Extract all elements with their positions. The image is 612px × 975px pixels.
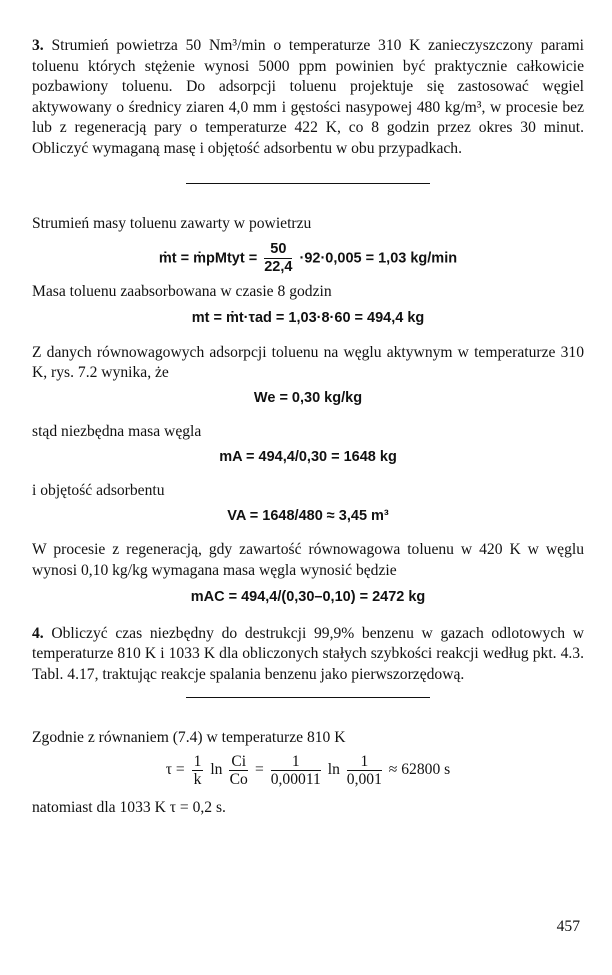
solution-3-intro-3: Z danych równowagowych adsorpcji toluenu na węglu aktywnym w temperaturze 310 K, rys. 7.2 wynika, że [32, 343, 584, 381]
problem-3-text: Strumień powietrza 50 Nm³/min o temperaturze 310 K zanieczyszczony parami toluenu których stężenie wynosi 5000 ppm powinien być praktycznie całkowicie pozbawiony toluenu. Do adsorpcji toluenu projektuje się zastosować węgiel aktywowany o średnicy ziaren 4,0 mm i gęstości nasypowej 480 kg/m³, w procesie bez lub z regeneracją pary o temperaturze 422 K, co 8 godzin przez okres 30 minut. Obliczyć wymaganą masę i objętość adsorbentu w obu przypadkach. [32, 37, 584, 157]
problem-3-number: 3. [32, 37, 44, 54]
page-number: 457 [556, 918, 580, 935]
problem-3 [32, 36, 584, 159]
eq-result: ≈ 62800 s [388, 760, 451, 778]
eq-frac-2-num: Ci [231, 752, 247, 770]
eq-frac-2 [229, 753, 248, 788]
solution-3-intro-5: i objętość adsorbentu [32, 482, 165, 499]
equation-carbon-mass: mA = 494,4/0,30 = 1648 kg [219, 448, 397, 465]
equation-adsorbent-volume: VA = 1648/480 ≈ 3,45 m³ [227, 507, 389, 524]
problem-4-text: Obliczyć czas niezbędny do destrukcji 99,9% benzenu w gazach odlotowych w temperaturze 810 K i 1033 K dla obliczonych stałych szybkości reakcji według pkt. 4.3. Tabl. 4.17, traktując reakcje spalania benzenu jako pierwszorzędową. [32, 624, 584, 683]
eq-frac-3-num: 1 [271, 753, 321, 771]
eq-frac-1-num: 1 [193, 752, 202, 770]
equation-equilibrium: We = 0,30 kg/kg [253, 389, 363, 406]
eq-frac-1 [192, 753, 204, 788]
eq1-fraction [264, 241, 292, 276]
eq-frac-4-den: 0,001 [346, 770, 382, 788]
eq1-lhs: ṁt = ṁpMtyt = [158, 249, 258, 266]
solution-4-intro: Zgodnie z równaniem (7.4) w temperaturze 810 K [32, 729, 346, 746]
equation-destruction-time [32, 753, 584, 788]
eq-frac-1-den: k [193, 770, 202, 788]
equation-toluene-mass: mt = ṁt·τad = 1,03·8·60 = 494,4 kg [191, 310, 425, 326]
solution-3-intro-4: stąd niezbędna masa węgla [32, 423, 202, 440]
problem-4-number: 4. [32, 624, 44, 642]
eq1-rhs: ·92·0,005 = 1,03 kg/min [299, 249, 458, 266]
solution-3-intro-2: Masa toluenu zaabsorbowana w czasie 8 godzin [32, 282, 332, 300]
solution-3-intro-6: W procesie z regeneracją, gdy zawartość równowagowa toluenu w 420 K w węglu wynosi 0,10 kg/kg wymagana masa węgla wynosić będzie [32, 541, 584, 579]
solution-3-intro-1: Strumień masy toluenu zawarty w powietrzu [32, 215, 312, 232]
eq-frac-3-den: 0,00011 [270, 770, 321, 788]
eq-frac-4-num: 1 [347, 753, 382, 771]
eq-ln-2: ln [327, 760, 340, 778]
separator-rule [186, 183, 430, 184]
eq-ln-1: ln [210, 760, 223, 778]
eq-tau: τ = [165, 760, 185, 778]
solution-4-final: natomiast dla 1033 K τ = 0,2 s. [32, 798, 226, 816]
equation-toluene-flow [32, 241, 584, 276]
problem-4 [32, 624, 584, 686]
separator-rule-2 [186, 697, 430, 698]
page-content [32, 36, 584, 818]
eq-frac-4 [347, 753, 382, 788]
eq1-denominator: 22,4 [264, 258, 293, 275]
equation-regeneration-mass: mAC = 494,4/(0,30–0,10) = 2472 kg [190, 589, 426, 605]
eq-frac-3 [271, 753, 321, 788]
eq-equals: = [255, 760, 264, 778]
eq-frac-2-den: Co [229, 770, 248, 788]
eq1-numerator: 50 [264, 241, 292, 259]
